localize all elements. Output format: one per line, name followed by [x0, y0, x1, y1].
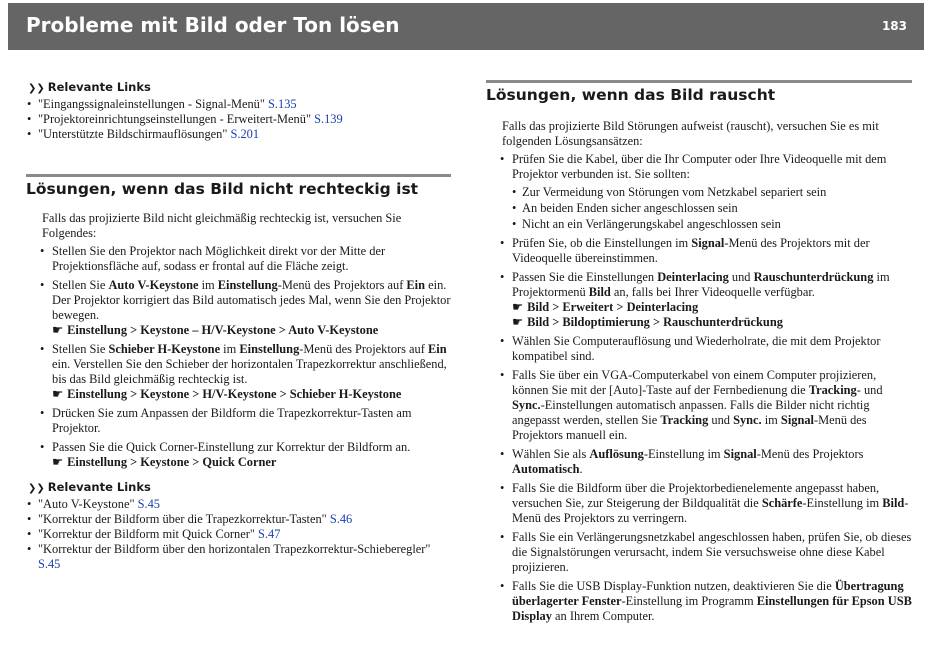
section-intro: Falls das projizierte Bild Störungen aufweist (rauscht), versuchen Sie es mit folgenden Lösungsansätzen:	[502, 119, 879, 148]
solution-list	[26, 244, 451, 470]
page-reference-link[interactable]: S.46	[329, 512, 353, 526]
menu-path: ☛ Bild > Bildoptimierung > Rauschunterdrückung	[512, 315, 783, 329]
pointing-hand-icon: ☛	[52, 387, 64, 401]
related-link[interactable]: • "Korrektur der Bildform über die Trapezkorrektur-Tasten" S.46	[26, 512, 451, 527]
sub-list-item: • Zur Vermeidung von Störungen vom Netzkabel separiert sein	[512, 185, 912, 200]
double-chevron-right-icon: ❯❯	[28, 483, 45, 494]
list-item: • Falls Sie die Bildform über die Projektorbedienelemente angepasst haben, versuchen Sie, zur Steigerung der Bildqualität die Schärfe-Einstellung im Bild-Menü des Projektors zu verringern.	[500, 481, 912, 526]
sub-list	[512, 185, 912, 232]
menu-path: ☛ Einstellung > Keystone > H/V-Keystone > Schieber H-Keystone	[52, 387, 402, 401]
related-link[interactable]: • "Unterstützte Bildschirmauflösungen" S.201	[26, 127, 451, 142]
section-title-rauscht: Lösungen, wenn das Bild rauscht	[486, 80, 912, 105]
list-item: • Prüfen Sie, ob die Einstellungen im Signal-Menü des Projektors mit der Videoquelle übereinstimmen.	[500, 236, 912, 266]
sub-list-item: • An beiden Enden sicher angeschlossen sein	[512, 201, 912, 216]
list-item: • Passen Sie die Einstellungen Deinterlacing und Rauschunterdrückung im Projektormenü Bild an, falls bei Ihrer Videoquelle verfügbar. ☛ Bild > Erweitert > Deinterlacing ☛ Bild > Bildoptimierung > Rauschunterdrückung	[500, 270, 912, 330]
related-link[interactable]: • "Projektoreinrichtungseinstellungen - Erweitert-Menü" S.139	[26, 112, 451, 127]
list-item: • Falls Sie über ein VGA-Computerkabel von einem Computer projizieren, können Sie mit der [Auto]-Taste auf der Fernbedienung die Tracking- und Sync.-Einstellungen automatisch anpassen. Falls die Bilder nicht richtig angepasst werden, stellen Sie Tracking und Sync. im Signal-Menü des Projektors manuell ein.	[500, 368, 912, 443]
menu-path: ☛ Bild > Erweitert > Deinterlacing	[512, 300, 699, 314]
related-links-list	[26, 97, 451, 142]
page-reference-link[interactable]: S.45	[38, 557, 61, 571]
pointing-hand-icon: ☛	[512, 300, 524, 314]
menu-path: ☛ Einstellung > Keystone > Quick Corner	[52, 455, 277, 469]
related-link[interactable]: • "Eingangssignaleinstellungen - Signal-Menü" S.135	[26, 97, 451, 112]
list-item: • Wählen Sie Computerauflösung und Wiederholrate, die mit dem Projektor kompatibel sind.	[500, 334, 912, 364]
double-chevron-right-icon: ❯❯	[28, 83, 45, 94]
list-item: • Stellen Sie den Projektor nach Möglichkeit direkt vor der Mitte der Projektionsfläche auf, sodass er frontal auf die Fläche zeigt.	[40, 244, 451, 274]
left-column	[26, 80, 451, 572]
list-item: • Passen Sie die Quick Corner-Einstellung zur Korrektur der Bildform an. ☛ Einstellung > Keystone > Quick Corner	[40, 440, 451, 470]
related-link[interactable]: • "Korrektur der Bildform über den horizontalen Trapezkorrektur-Schieberegler" S.45	[26, 542, 451, 572]
sub-list-item: • Nicht an ein Verlängerungskabel angeschlossen sein	[512, 217, 912, 232]
section-title-rechteckig: Lösungen, wenn das Bild nicht rechteckig ist	[26, 174, 451, 199]
solution-list	[486, 152, 912, 624]
page-reference-link[interactable]: S.139	[314, 112, 343, 126]
related-links-heading: ❯❯ Relevante Links	[28, 80, 151, 94]
menu-path: ☛ Einstellung > Keystone – H/V-Keystone > Auto V-Keystone	[52, 323, 379, 337]
page-reference-link[interactable]: S.201	[230, 127, 260, 141]
right-column	[486, 80, 912, 628]
list-item: • Falls Sie die USB Display-Funktion nutzen, deaktivieren Sie die Übertragung überlagerter Fenster-Einstellung im Programm Einstellungen für Epson USB Display an Ihrem Computer.	[500, 579, 912, 624]
page-title: Probleme mit Bild oder Ton lösen	[26, 13, 400, 37]
page-reference-link[interactable]: S.135	[268, 97, 297, 111]
page-header	[8, 3, 924, 50]
list-item: • Stellen Sie Schieber H-Keystone im Einstellung-Menü des Projektors auf Ein ein. Verstellen Sie den Schieber der horizontalen Trapezkorrektur anschließend, bis das Bild gleichmäßig rechteckig ist. ☛ Einstellung > Keystone > H/V-Keystone > Schieber H-Keystone	[40, 342, 451, 402]
page-number: 183	[881, 19, 907, 33]
page-reference-link[interactable]: S.47	[258, 527, 281, 541]
page-reference-link[interactable]: S.45	[137, 497, 160, 511]
list-item: • Stellen Sie Auto V-Keystone im Einstellung-Menü des Projektors auf Ein ein. Der Projektor korrigiert das Bild automatisch jedes Mal, wenn Sie den Projektor bewegen. ☛ Einstellung > Keystone – H/V-Keystone > Auto V-Keystone	[40, 278, 451, 338]
list-item: • Wählen Sie als Auflösung-Einstellung im Signal-Menü des Projektors Automatisch.	[500, 447, 912, 477]
related-links-heading: ❯❯ Relevante Links	[28, 480, 151, 494]
related-link[interactable]: • "Korrektur der Bildform mit Quick Corner" S.47	[26, 527, 451, 542]
list-item: • Drücken Sie zum Anpassen der Bildform die Trapezkorrektur-Tasten am Projektor.	[40, 406, 451, 436]
pointing-hand-icon: ☛	[52, 323, 64, 337]
pointing-hand-icon: ☛	[512, 315, 524, 329]
list-item: • Prüfen Sie die Kabel, über die Ihr Computer oder Ihre Videoquelle mit dem Projektor verbunden ist. Sie sollten: • Zur Vermeidung von Störungen vom Netzkabel separiert sein • An beiden Enden sicher angeschlossen sein • Nicht an ein Verlängerungskabel angeschlossen sein	[500, 152, 912, 232]
list-item: • Falls Sie ein Verlängerungsnetzkabel angeschlossen haben, prüfen Sie, ob dieses die Signalstörungen verursacht, indem Sie versuchsweise ohne diese Kabel projizieren.	[500, 530, 912, 575]
pointing-hand-icon: ☛	[52, 455, 64, 469]
related-links-list	[26, 497, 451, 572]
related-link[interactable]: • "Auto V-Keystone" S.45	[26, 497, 451, 512]
section-intro: Falls das projizierte Bild nicht gleichmäßig rechteckig ist, versuchen Sie Folgendes:	[42, 211, 402, 240]
